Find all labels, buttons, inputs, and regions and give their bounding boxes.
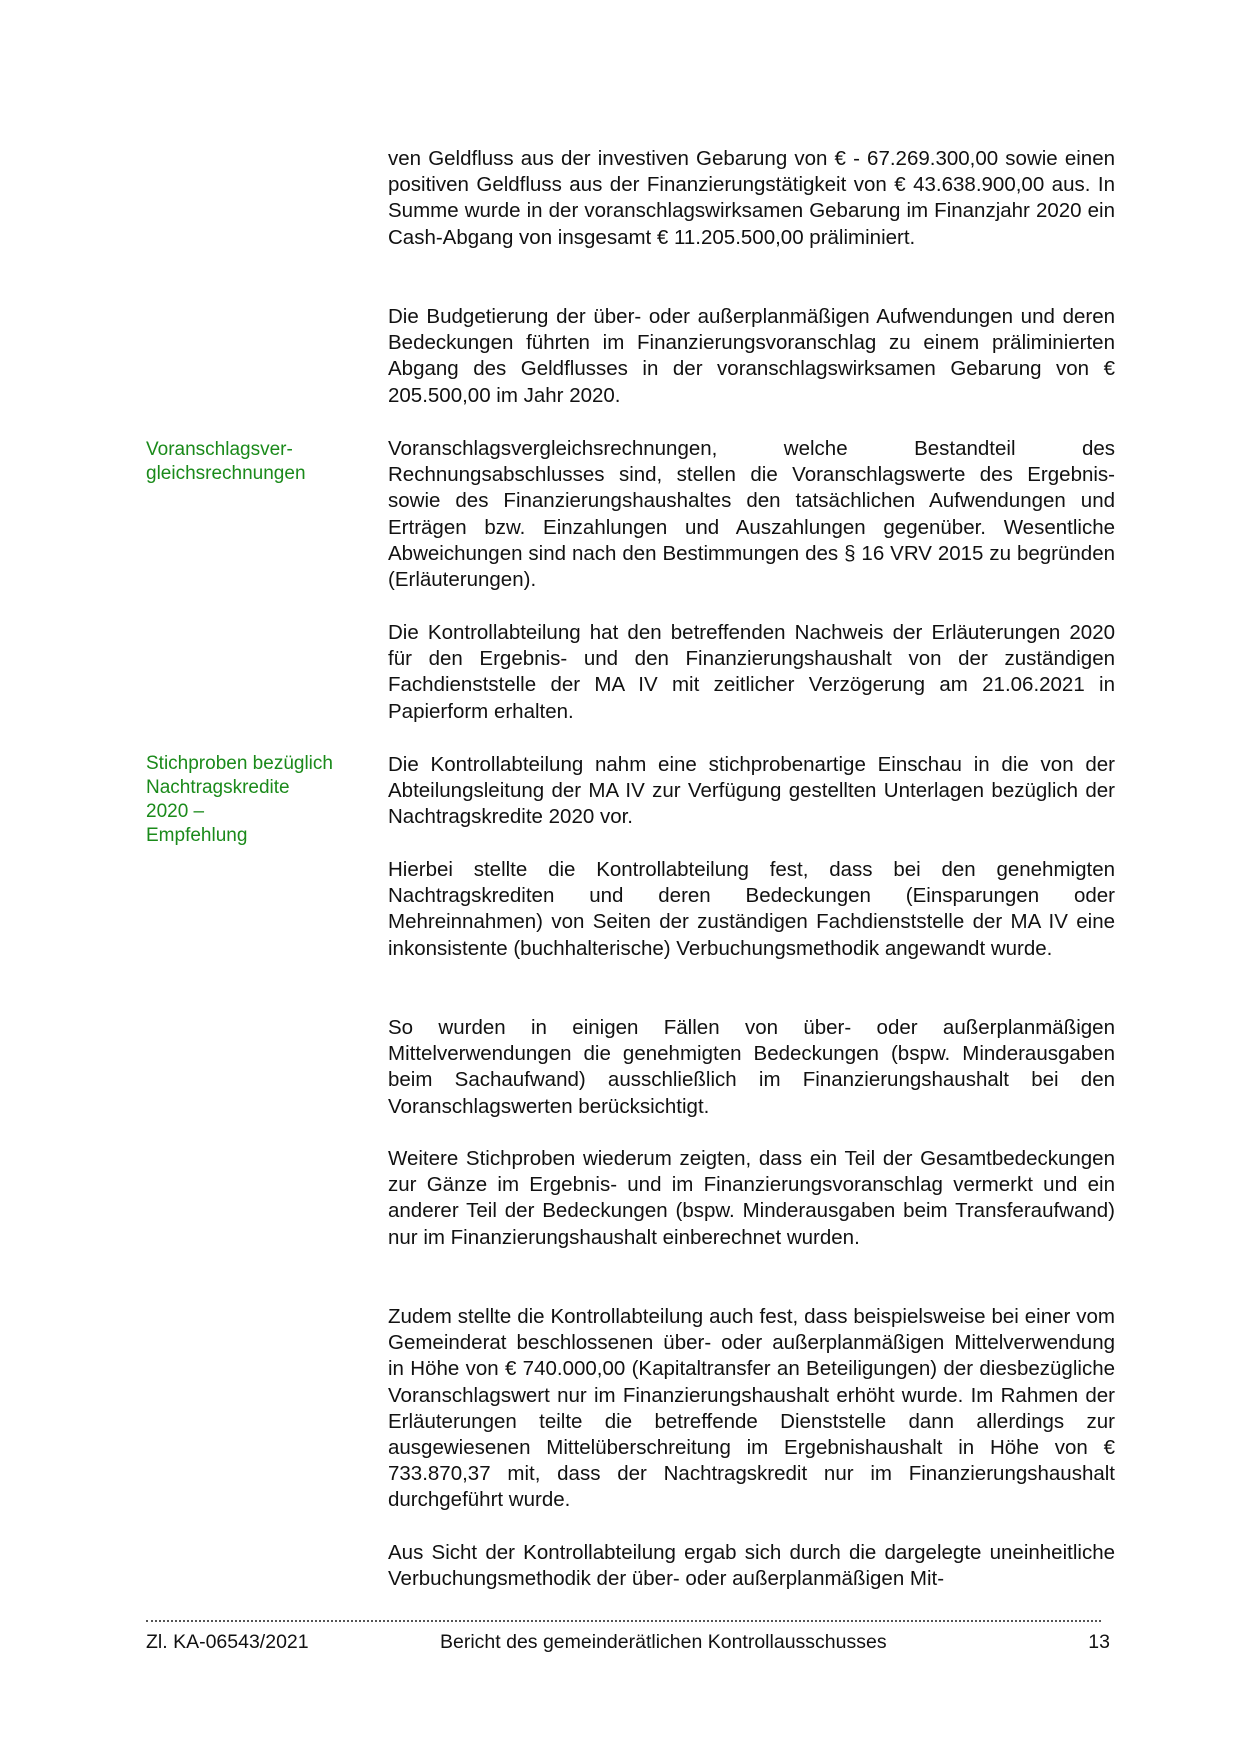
- footer-divider: [146, 1620, 1101, 1622]
- page-number: 13: [1088, 1631, 1110, 1653]
- paragraph-sample-review: Die Kontrollabteilung nahm eine stichprobenartige Einschau in die von der Abteilungsleitung der MA IV zur Verfügung gestellten Unterlagen bezüglich der Nachtragskredite 2020 vor.: [388, 753, 1115, 829]
- paragraph-cases: So wurden in einigen Fällen von über- oder außerplanmäßigen Mittelverwendungen die genehmigten Bedeckungen (bspw. Minderausgaben beim Sachaufwand) ausschließlich im Finanzierungshaushalt bei den Voranschlagswerten berücksichtigt.: [388, 1016, 1115, 1118]
- side-note-voranschlagsvergleichsrechnungen: [146, 438, 356, 486]
- paragraph-cash-flow: ven Geldfluss aus der investiven Gebarung von € - 67.269.300,00 sowie einen positiven Geldfluss aus der Finanzierungstätigkeit von € 43.638.900,00 aus. In Summe wurde in der voranschlagswirksamen Gebarung im Finanzjahr 2020 ein Cash-Abgang von insgesamt € 11.205.500,00 präliminiert.: [388, 147, 1115, 249]
- side-note-line: Empfehlung: [146, 825, 248, 846]
- paragraph-example-740000: Zudem stellte die Kontrollabteilung auch fest, dass beispielsweise bei einer vom Gemeinderat beschlossenen über- oder außerplanmäßigen Mittelverwendung in Höhe von € 740.000,00 (Kapitaltransfer an Beteiligungen) der diesbezügliche Voranschlagswert nur im Finanzierungshaushalt erhöht wurde. Im Rahmen der Erläuterungen teilte die betreffende Dienststelle dann allerdings zur ausgewiesenen Mittelüberschreitung im Ergebnishaushalt in Höhe von € 733.870,37 mit, dass der Nachtragskredit nur im Finanzierungshaushalt durchgeführt wurde.: [388, 1305, 1115, 1512]
- side-note-line: Stichproben bezüglich: [146, 753, 333, 774]
- paragraph-explanations-received: Die Kontrollabteilung hat den betreffenden Nachweis der Erläuterungen 2020 für den Ergebnis- und den Finanzierungshaushalt von der zuständigen Fachdienststelle der MA IV mit zeitlicher Verzögerung am 21.06.2021 in Papierform erhalten.: [388, 621, 1115, 723]
- side-note-line: 2020 –: [146, 801, 205, 822]
- paragraph-further-samples: Weitere Stichproben wiederum zeigten, dass ein Teil der Gesamtbedeckungen zur Gänze im Ergebnis- und im Finanzierungsvoranschlag vermerkt und ein anderer Teil der Bedeckungen (bspw. Minderausgaben beim Transferaufwand) nur im Finanzierungshaushalt einberechnet wurden.: [388, 1147, 1115, 1249]
- side-note-label: Voranschlagsver- gleichsrechnungen: [146, 439, 306, 484]
- footer-reference: Zl. KA-06543/2021: [146, 1631, 309, 1653]
- paragraph-comparison-calc: Voranschlagsvergleichsrechnungen, welche Bestandteil des Rechnungsabschlusses sind, stellen die Voranschlagswerte des Ergebnis- sowie des Finanzierungshaushaltes den tatsächlichen Aufwendungen und Erträgen bzw. Einzahlungen und Auszahlungen gegenüber. Wesentliche Abweichungen sind nach den Bestimmungen des § 16 VRV 2015 zu begründen (Erläuterungen).: [388, 437, 1115, 592]
- side-note-line: Nachtragskredite: [146, 777, 290, 798]
- paragraph-inconsistent-method: Hierbei stellte die Kontrollabteilung fest, dass bei den genehmigten Nachtragskrediten und deren Bedeckungen (Einsparungen oder Mehreinnahmen) von Seiten der zuständigen Fachdienststelle der MA IV eine inkonsistente (buchhalterische) Verbuchungsmethodik angewandt wurde.: [388, 858, 1115, 960]
- footer-title: Bericht des gemeinderätlichen Kontrollausschusses: [440, 1631, 887, 1653]
- paragraph-conclusion-start: Aus Sicht der Kontrollabteilung ergab sich durch die dargelegte uneinheitliche Verbuchungsmethodik der über- oder außerplanmäßigen Mit-: [388, 1541, 1115, 1591]
- side-note-stichproben: [146, 752, 356, 848]
- paragraph-budgeting: Die Budgetierung der über- oder außerplanmäßigen Aufwendungen und deren Bedeckungen führten im Finanzierungsvoranschlag zu einem präliminierten Abgang des Geldflusses in der voranschlagswirksamen Gebarung von € 205.500,00 im Jahr 2020.: [388, 305, 1115, 407]
